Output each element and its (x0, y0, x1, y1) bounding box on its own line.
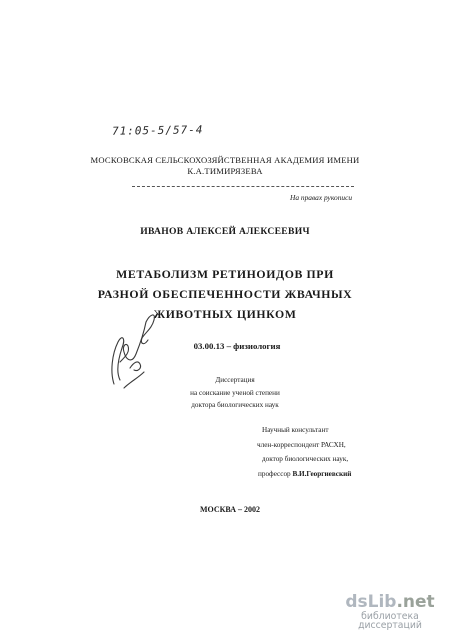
title-line-2: РАЗНОЙ ОБЕСПЕЧЕННОСТИ ЖВАЧНЫХ (97, 287, 353, 301)
dissertation-line-3: доктора биологических наук (191, 401, 279, 409)
dissertation-line-2: на соискание ученой степени (190, 389, 280, 397)
consultant-line-2: член-корреспондент РАСХН, (257, 441, 346, 449)
author-name: ИВАНОВ АЛЕКСЕЙ АЛЕКСЕЕВИЧ (140, 226, 310, 237)
site-watermark (330, 594, 450, 631)
consultant-line-1: Научный консультант (262, 426, 329, 434)
academy-name-line-1: МОСКОВСКАЯ СЕЛЬСКОХОЗЯЙСТВЕННАЯ АКАДЕМИЯ ИМЕНИ (90, 155, 360, 165)
rights-note: На правах рукописи (290, 193, 353, 202)
title-line-1: МЕТАБОЛИЗМ РЕТИНОИДОВ ПРИ (116, 267, 334, 281)
specialty-code: 03.00.13 – физиология (193, 341, 281, 351)
watermark-subtitle: библиотека диссертаций (358, 611, 422, 632)
city-year: МОСКВА – 2002 (199, 505, 261, 514)
academy-name-line-2: К.А.ТИМИРЯЗЕВА (187, 166, 263, 176)
consultant-title: профессор (258, 470, 293, 478)
separator-line (132, 186, 354, 187)
dissertation-line-1: Диссертация (215, 376, 255, 384)
title-line-3: ЖИВОТНЫХ ЦИНКОМ (153, 307, 297, 321)
watermark-logo-main: dsLib (345, 592, 397, 612)
consultant-line-4 (258, 470, 351, 478)
handwritten-code: 71:05-5/57-4 (111, 123, 204, 138)
watermark-logo (330, 594, 450, 611)
consultant-name: В.И.Георгиевский (292, 470, 352, 478)
consultant-line-3: доктор биологических наук, (262, 455, 349, 463)
watermark-logo-suffix: .net (396, 592, 435, 612)
